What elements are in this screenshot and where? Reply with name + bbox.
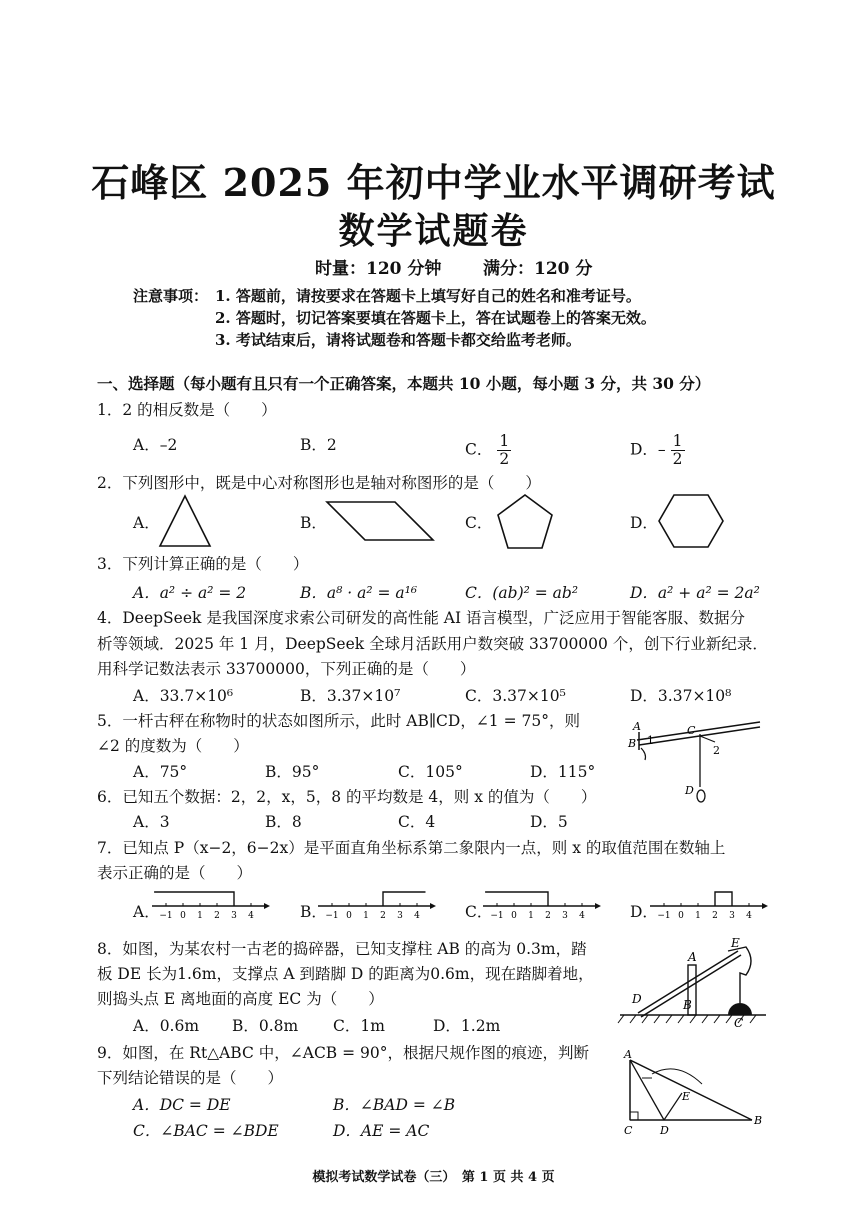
tick-label: 1: [197, 911, 203, 921]
q8-option-c: C．1m: [333, 1017, 385, 1035]
q2-option-d: D．: [630, 514, 658, 532]
q7-option-c: C．: [465, 903, 493, 921]
q4-option-b: B．3.37×10⁷: [300, 687, 401, 705]
q6-option-a: A．3: [133, 813, 170, 831]
q4-option-d: D．3.37×10⁸: [630, 687, 732, 705]
tick-label: 2: [712, 911, 718, 921]
steelyard-figure: [625, 712, 765, 807]
q9-label-b: B: [754, 1114, 763, 1127]
tick-label: 0: [678, 911, 684, 921]
q4-line-1: 4．DeepSeek 是我国深度求索公司研发的高性能 AI 语言模型，广泛应用于智能客服、数据分: [97, 609, 746, 627]
notice-item-1: 1. 答题前，请按要求在答题卡上填写好自己的姓名和准考证号。: [215, 287, 641, 305]
q6-stem: 6．已知五个数据：2，2，x，5，8 的平均数是 4，则 x 的值为（ ）: [97, 788, 597, 806]
tick-label: 2: [545, 911, 551, 921]
range-bracket: [485, 892, 548, 906]
q8-label-c: C: [734, 1016, 744, 1030]
q9-line-2: 下列结论错误的是（ ）: [97, 1069, 284, 1087]
q9-option-d: D．AE = AC: [333, 1122, 430, 1140]
tick-label: 4: [248, 911, 254, 921]
q8-line-2: 板 DE 长为1.6m，支撑点 A 到踏脚 D 的距离为0.6m，现在踏脚着地，: [97, 965, 594, 983]
q2-option-a: A．: [133, 514, 160, 532]
q7-option-b: B．: [300, 903, 327, 921]
tick-label: 2: [214, 911, 220, 921]
q1-c-fraction: $\frac{1}{2}$: [499, 432, 510, 469]
q8-option-d: D．1.2m: [433, 1017, 501, 1035]
tick-label: 3: [729, 911, 735, 921]
q2-option-b: B．: [300, 514, 327, 532]
q1-option-d: D．– $\frac{1}{2}$: [630, 432, 683, 469]
tick-label: 4: [414, 911, 420, 921]
q9-option-c: C．∠BAC = ∠BDE: [133, 1122, 279, 1140]
tick-label: 4: [746, 911, 752, 921]
q8-option-a: A．0.6m: [133, 1017, 200, 1035]
tick-label: −1: [657, 911, 671, 921]
q7-line-1: 7．已知点 P（x−2，6−2x）是平面直角坐标系第二象限内一点，则 x 的取值范围在数轴上: [97, 839, 726, 857]
q5-option-b: B．95°: [265, 763, 320, 781]
q7-number-line-a: [152, 884, 272, 924]
q7-number-line-d: [650, 884, 770, 924]
parallelogram-shape: [325, 500, 435, 542]
tick-label: 3: [397, 911, 403, 921]
q9-line-1: 9．如图，在 Rt△ABC 中，∠ACB = 90°，根据尺规作图的痕迹，判断: [97, 1044, 590, 1062]
tick-label: 1: [363, 911, 369, 921]
q4-line-2: 析等领域．2025 年 1 月，DeepSeek 全球月活跃用户数突破 33700000 个，创下行业新纪录．: [97, 635, 768, 653]
q8-label-e: E: [731, 936, 740, 950]
q3-option-c: C．(ab)² = ab²: [465, 584, 579, 602]
q8-line-1: 8．如图，为某农村一古老的捣碎器，已知支撑柱 AB 的高为 0.3m，踏: [97, 940, 587, 958]
q3-stem: 3．下列计算正确的是（ ）: [97, 555, 309, 573]
notice-item-2: 2. 答题时，切记答案要填在答题卡上，答在试题卷上的答案无效。: [215, 309, 656, 327]
q9-option-b: B．∠BAD = ∠B: [333, 1096, 456, 1114]
tick-label: 0: [511, 911, 517, 921]
q9-label-e: E: [682, 1090, 691, 1103]
tick-label: −1: [490, 911, 504, 921]
q3-option-a: A．a² ÷ a² = 2: [133, 584, 247, 602]
q1-option-a: A．–2: [133, 436, 178, 454]
page-subtitle: 数学试题卷: [338, 210, 529, 252]
tick-label: 0: [346, 911, 352, 921]
tick-label: −1: [159, 911, 173, 921]
q7-number-line-b: [318, 884, 438, 924]
q7-option-a: A．: [133, 903, 160, 921]
q1-stem: 1．2 的相反数是（ ）: [97, 401, 277, 419]
range-bracket: [715, 892, 732, 906]
tick-label: −1: [325, 911, 339, 921]
tick-label: 0: [180, 911, 186, 921]
range-bracket: [383, 892, 426, 906]
page-title: 石峰区 2025 年初中学业水平调研考试: [91, 160, 776, 205]
section-heading: 一、选择题（每小题有且只有一个正确答案，本题共 10 小题，每小题 3 分，共 30 分）: [97, 374, 711, 393]
tick-label: 1: [695, 911, 701, 921]
q9-label-a: A: [624, 1048, 632, 1061]
triangle-construction-figure: [622, 1048, 767, 1138]
tick-label: 1: [528, 911, 534, 921]
tick-label: 3: [562, 911, 568, 921]
q5-label-c: C: [687, 724, 696, 737]
q5-option-c: C．105°: [398, 763, 463, 781]
q5-label-2: 2: [713, 744, 720, 757]
q5-label-1: 1: [647, 734, 654, 747]
q5-label-b: B: [628, 737, 637, 750]
q6-option-c: C．4: [398, 813, 436, 831]
q5-line-1: 5．一杆古秤在称物时的状态如图所示，此时 AB∥CD，∠1 = 75°，则: [97, 712, 580, 730]
q8-line-3: 则捣头点 E 离地面的高度 EC 为（ ）: [97, 990, 384, 1008]
q6-option-d: D．5: [530, 813, 568, 831]
q8-label-a: A: [688, 950, 697, 964]
q9-label-c: C: [624, 1124, 633, 1137]
q5-label-a: A: [633, 720, 641, 733]
q7-line-2: 表示正确的是（ ）: [97, 864, 253, 882]
q8-label-d: D: [632, 992, 642, 1006]
q4-option-a: A．33.7×10⁶: [133, 687, 234, 705]
tick-label: 3: [231, 911, 237, 921]
q2-stem: 2．下列图形中，既是中心对称图形也是轴对称图形的是（ ）: [97, 474, 541, 492]
q5-label-d: D: [685, 784, 694, 797]
q9-option-a: A．DC = DE: [133, 1096, 231, 1114]
q3-option-b: B．a⁸ · a² = a¹⁶: [300, 584, 418, 602]
notice-item-3: 3. 考试结束后，请将试题卷和答题卡都交给监考老师。: [215, 331, 581, 349]
q8-option-b: B．0.8m: [232, 1017, 299, 1035]
q3-option-d: D．a² + a² = 2a²: [630, 584, 760, 602]
pounder-figure: [618, 933, 768, 1028]
q8-label-b: B: [683, 998, 692, 1012]
notice-label: 注意事项：: [133, 287, 209, 305]
hexagon-shape: [657, 493, 725, 549]
q9-label-d: D: [660, 1124, 669, 1137]
q5-option-d: D．115°: [530, 763, 596, 781]
q7-option-d: D．: [630, 903, 658, 921]
page-footer: 模拟考试数学试卷（三） 第 1 页 共 4 页: [312, 1170, 555, 1185]
q5-line-2: ∠2 的度数为（ ）: [97, 737, 249, 755]
q1-d-fraction: $\frac{1}{2}$: [672, 432, 683, 469]
exam-score: 满分：120 分: [483, 259, 593, 279]
q4-line-3: 用科学记数法表示 33700000，下列正确的是（ ）: [97, 660, 476, 678]
pentagon-shape: [495, 493, 555, 551]
triangle-shape: [158, 494, 213, 548]
q5-option-a: A．75°: [133, 763, 188, 781]
q1-option-b: B．2: [300, 436, 337, 454]
q4-option-c: C．3.37×10⁵: [465, 687, 566, 705]
tick-label: 4: [579, 911, 585, 921]
q1-option-c: C． $\frac{1}{2}$: [465, 432, 510, 469]
q6-option-b: B．8: [265, 813, 302, 831]
q2-option-c: C．: [465, 514, 493, 532]
tick-label: 2: [380, 911, 386, 921]
q7-number-line-c: [483, 884, 603, 924]
exam-time: 时量：120 分钟: [315, 259, 442, 279]
